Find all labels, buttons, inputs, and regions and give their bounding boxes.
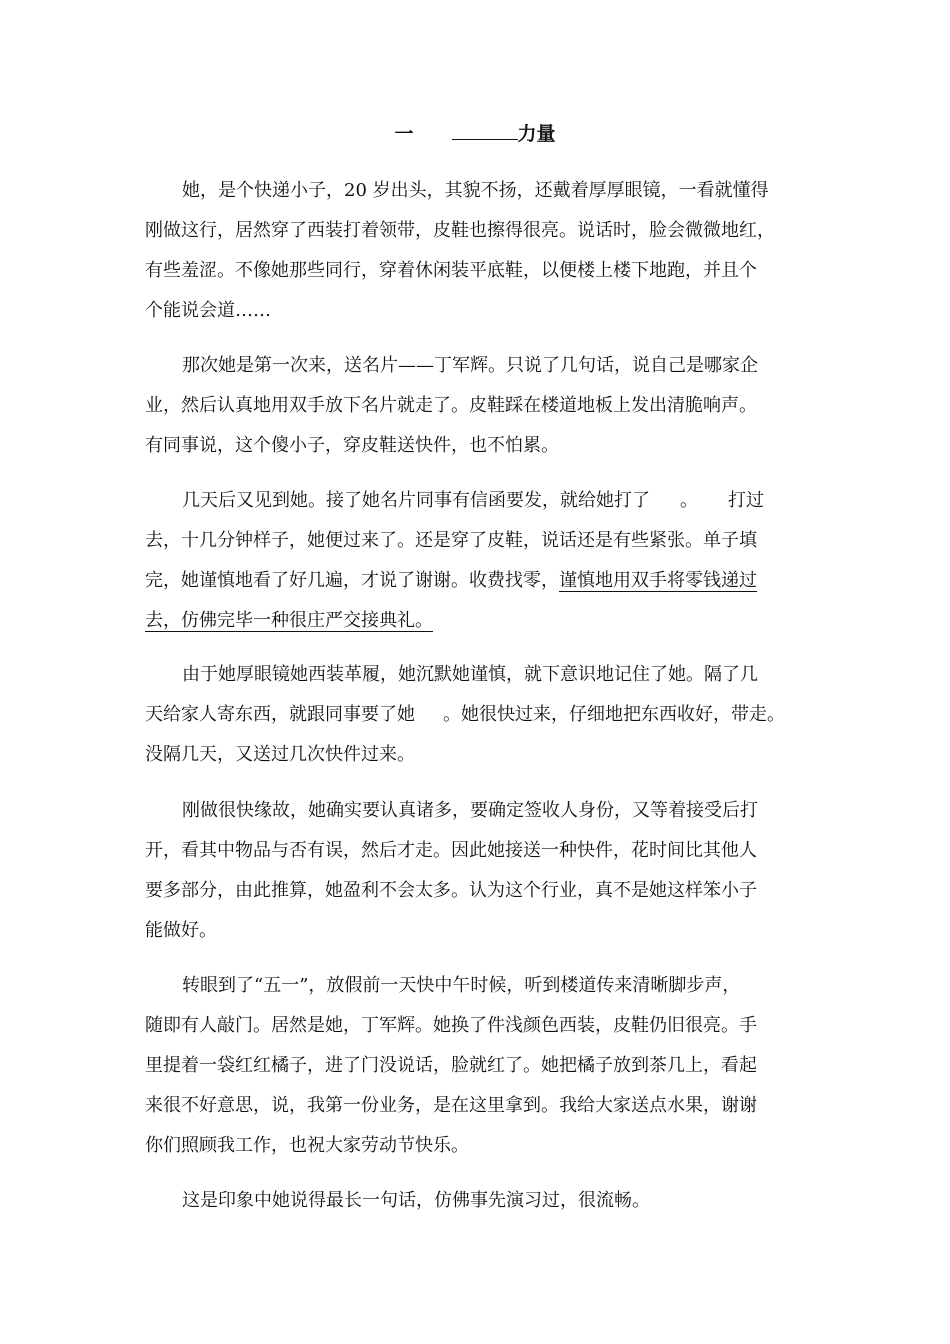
- text-line: 个能说会道……: [145, 300, 271, 321]
- paragraph-2: [145, 346, 817, 466]
- paragraph-5: [145, 791, 817, 951]
- text-line: 开，看其中物品与否有误，然后才走。因此她接送一种快件，花时间比其他人: [145, 840, 757, 861]
- text-line: 由于她厚眼镜她西装革履，她沉默她谨慎，就下意识地记住了她。隔了几: [182, 664, 758, 685]
- paragraph-3: [145, 481, 817, 641]
- text-line: [145, 561, 817, 601]
- paragraph-6: [145, 966, 817, 1166]
- text-line: 要多部分，由此推算，她盈利不会太多。认为这个行业，真不是她这样笨小子: [145, 880, 757, 901]
- paragraph-7: [145, 1181, 817, 1221]
- text-line: 她，是个快递小子，20 岁出头，其貌不扬，还戴着厚厚眼镜，一看就懂得: [182, 180, 769, 201]
- title-word: 力量: [517, 123, 556, 145]
- underlined-text: 谨慎地用双手将零钱递过: [559, 570, 757, 591]
- text-segment: 。: [680, 490, 698, 511]
- paragraph-4: [145, 655, 817, 775]
- text-line: 你们照顾我工作，也祝大家劳动节快乐。: [145, 1135, 469, 1156]
- text-line: 没隔几天，又送过几次快件过来。: [145, 744, 415, 765]
- text-line: 转眼到了“五一”，放假前一天快中午时候，听到楼道传来清晰脚步声，: [182, 975, 741, 996]
- text-line: [145, 695, 817, 735]
- text-segment: 完，她谨慎地看了好几遍，才说了谢谢。收费找零，: [145, 570, 559, 591]
- text-line: 这是印象中她说得最长一句话，仿佛事先演习过，很流畅。: [182, 1190, 650, 1211]
- underlined-text: 去，仿佛完毕一种很庄严交接典礼。: [145, 610, 433, 631]
- text-segment: 天给家人寄东西，就跟同事要了她: [145, 704, 415, 725]
- text-line: 刚做这行，居然穿了西装打着领带，皮鞋也擦得很亮。说话时，脸会微微地红，: [145, 220, 775, 241]
- text-segment: 几天后又见到她。接了她名片同事有信函要发，就给她打了: [182, 490, 650, 511]
- text-line: 有同事说，这个傻小子，穿皮鞋送快件，也不怕累。: [145, 435, 559, 456]
- text-line: 里提着一袋红红橘子，进了门没说话，脸就红了。她把橘子放到茶几上，看起: [145, 1055, 757, 1076]
- text-segment: 。她很快过来，仔细地把东西收好，带走。: [443, 704, 785, 725]
- text-line: 业，然后认真地用双手放下名片就走了。皮鞋踩在楼道地板上发出清脆响声。: [145, 395, 757, 416]
- text-line: 有些羞涩。不像她那些同行，穿着休闲装平底鞋，以便楼上楼下地跑，并且个: [145, 260, 757, 281]
- text-line: 来很不好意思，说，我第一份业务，是在这里拿到。我给大家送点水果，谢谢: [145, 1095, 757, 1116]
- text-line: [145, 601, 817, 641]
- text-line: 随即有人敲门。居然是她，丁军辉。她换了件浅颜色西装，皮鞋仍旧很亮。手: [145, 1015, 757, 1036]
- text-line: 去，十几分钟样子，她便过来了。还是穿了皮鞋，说话还是有些紧张。单子填: [145, 530, 757, 551]
- text-line: 那次她是第一次来，送名片——丁军辉。只说了几句话，说自己是哪家企: [182, 355, 758, 376]
- text-line: 刚做很快缘故，她确实要认真诸多，要确定签收人身份，又等着接受后打: [182, 800, 758, 821]
- text-segment: 打过: [728, 490, 764, 511]
- paragraph-1: [145, 171, 817, 331]
- text-line: [145, 481, 817, 521]
- document-title: [0, 122, 950, 146]
- title-dash: 一: [394, 123, 414, 145]
- title-blank: [452, 123, 518, 140]
- text-line: 能做好。: [145, 920, 217, 941]
